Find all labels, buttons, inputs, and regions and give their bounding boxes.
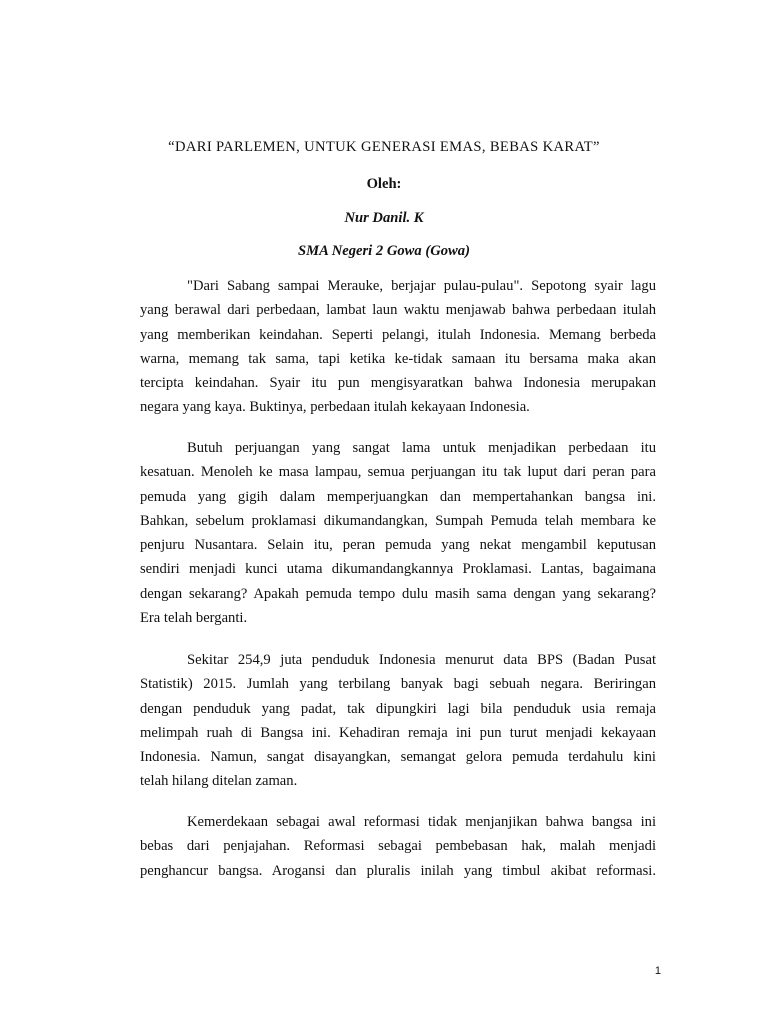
text-line: tercipta keindahan. Syair itu pun mengisyaratkan bahwa Indonesia merupakan	[140, 375, 656, 392]
text-line: penghancur bangsa. Arogansi dan pluralis inilah yang timbul akibat reformasi.	[140, 862, 656, 879]
text-line: kesatuan. Menoleh ke masa lampau, semua perjuangan itu tak luput dari peran para	[140, 464, 656, 481]
school-name: SMA Negeri 2 Gowa (Gowa)	[298, 243, 470, 259]
text-line: sendiri menjadi kunci utama dikumandangkannya Proklamasi. Lantas, bagaimana	[140, 561, 656, 578]
page-number: 1	[654, 965, 661, 977]
author-name: Nur Danil. K	[344, 210, 424, 226]
text-line: Butuh perjuangan yang sangat lama untuk menjadikan perbedaan itu	[187, 440, 656, 456]
text-line: warna, memang tak sama, tapi ketika ke-tidak samaan itu bersama maka akan	[140, 350, 656, 367]
text-line: Bahkan, sebelum proklamasi dikumandangkan, Sumpah Pemuda telah membara ke	[140, 512, 656, 529]
text-line: yang memberikan keindahan. Seperti pelangi, itulah Indonesia. Memang berbeda	[140, 326, 656, 343]
text-line: melimpah ruah di Bangsa ini. Kehadiran remaja ini pun turut menjadi kekayaan	[140, 724, 656, 741]
paragraph-3	[140, 648, 656, 794]
text-line: Era telah berganti.	[140, 610, 248, 627]
text-line: telah hilang ditelan zaman.	[140, 773, 298, 790]
text-line: pemuda yang gigih dalam memperjuangkan dan mempertahankan bangsa ini.	[140, 488, 656, 505]
text-line: "Dari Sabang sampai Merauke, berjajar pulau-pulau". Sepotong syair lagu	[187, 278, 656, 294]
paragraph-1	[140, 274, 656, 420]
text-line: Indonesia. Namun, sangat disayangkan, semangat gelora pemuda terdahulu kini	[140, 749, 656, 766]
text-line: Kemerdekaan sebagai awal reformasi tidak menjanjikan bahwa bangsa ini	[187, 814, 656, 830]
by-label: Oleh:	[366, 176, 402, 192]
text-line: penjuru Nusantara. Selain itu, peran pemuda yang nekat mengambil keputusan	[140, 537, 656, 554]
text-line: Sekitar 254,9 juta penduduk Indonesia menurut data BPS (Badan Pusat	[187, 652, 656, 668]
text-line: bebas dari penjajahan. Reformasi sebagai pembebasan hak, malah menjadi	[140, 838, 656, 855]
text-line: dengan sekarang? Apakah pemuda tempo dulu masih sama dengan yang sekarang?	[140, 585, 656, 602]
document-title: “DARI PARLEMEN, UNTUK GENERASI EMAS, BEBAS KARAT”	[168, 139, 600, 155]
paragraph-4	[140, 810, 656, 883]
text-line: negara yang kaya. Buktinya, perbedaan itulah kekayaan Indonesia.	[140, 399, 530, 416]
text-line: dengan penduduk yang padat, tak dipungkiri lagi bila penduduk usia remaja	[140, 700, 656, 717]
paragraph-2	[140, 436, 656, 630]
text-line: yang berawal dari perbedaan, lambat laun waktu menjawab bahwa perbedaan itulah	[140, 302, 656, 319]
text-line: Statistik) 2015. Jumlah yang terbilang banyak bagi sebuah negara. Beriringan	[140, 676, 656, 693]
